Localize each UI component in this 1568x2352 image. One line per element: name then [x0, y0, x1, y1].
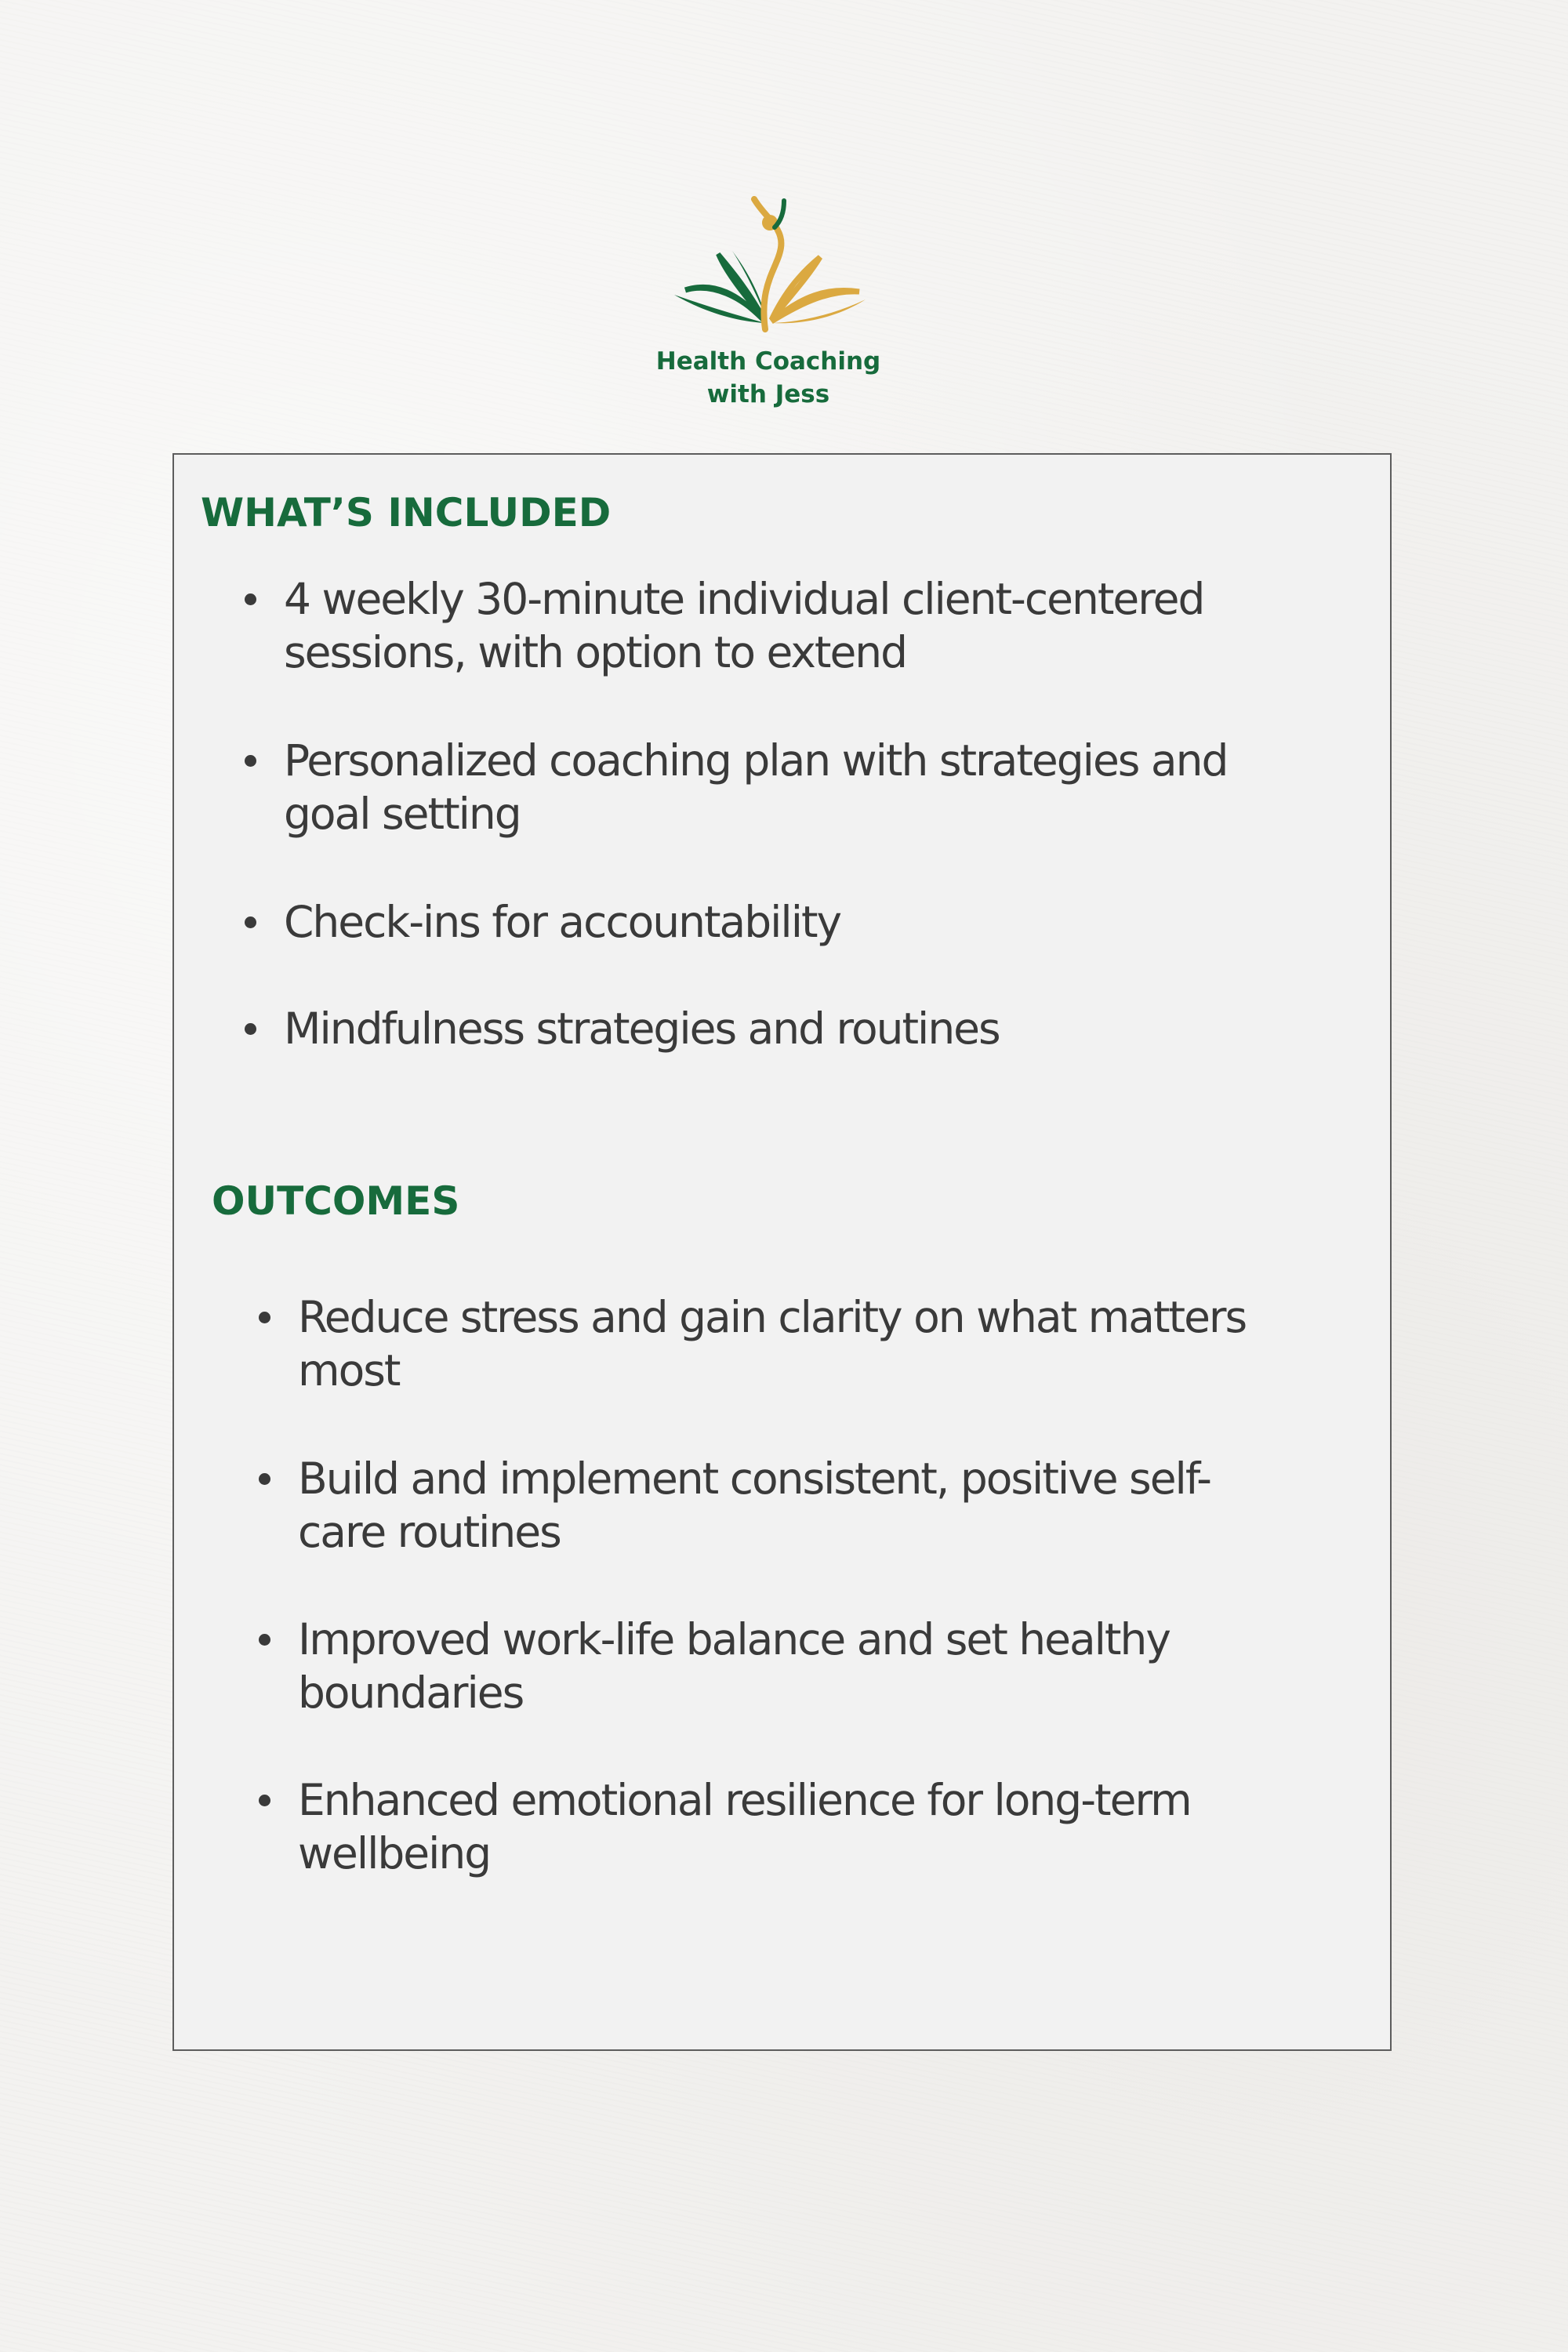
included-item — [284, 734, 1227, 840]
item-line: 4 weekly 30-minute individual client-centered — [284, 574, 1204, 624]
outcomes-item — [298, 1290, 1246, 1397]
item-line: Build and implement consistent, positive self- — [298, 1454, 1211, 1504]
included-item — [284, 895, 840, 949]
bullet-icon — [259, 1473, 270, 1485]
brand-line-2: with Jess — [706, 380, 830, 408]
outcomes-item — [298, 1452, 1210, 1559]
outcomes-item — [298, 1613, 1170, 1719]
item-line: sessions, with option to extend — [284, 627, 907, 677]
bullet-icon — [245, 755, 256, 767]
included-item — [284, 1002, 1000, 1055]
bullet-icon — [245, 916, 256, 928]
included-heading: WHAT’S INCLUDED — [201, 490, 612, 535]
item-line: care routines — [298, 1507, 561, 1557]
item-line: Check-ins for accountability — [284, 897, 841, 947]
item-line: wellbeing — [298, 1828, 491, 1878]
item-line: Improved work-life balance and set healthy — [298, 1614, 1170, 1664]
item-line: Mindfulness strategies and routines — [284, 1004, 1000, 1054]
bullet-icon — [259, 1795, 270, 1806]
bullet-icon — [245, 1023, 256, 1035]
lotus-figure-logo — [666, 196, 870, 333]
item-line: Personalized coaching plan with strategies and — [284, 735, 1228, 786]
included-item — [284, 572, 1203, 679]
bullet-icon — [259, 1634, 270, 1646]
item-line: boundaries — [298, 1668, 524, 1718]
outcomes-heading: OUTCOMES — [212, 1178, 460, 1224]
bullet-icon — [245, 593, 256, 605]
bullet-icon — [259, 1312, 270, 1323]
brand-name — [549, 345, 988, 411]
content-card — [172, 453, 1392, 2051]
item-line: Enhanced emotional resilience for long-term — [298, 1775, 1191, 1825]
outcomes-item — [298, 1773, 1191, 1880]
logo-figure-arm — [775, 201, 784, 227]
item-line: goal setting — [284, 789, 521, 839]
brand-line-1: Health Coaching — [655, 347, 881, 376]
item-line: Reduce stress and gain clarity on what matters — [298, 1292, 1247, 1342]
item-line: most — [298, 1345, 400, 1396]
